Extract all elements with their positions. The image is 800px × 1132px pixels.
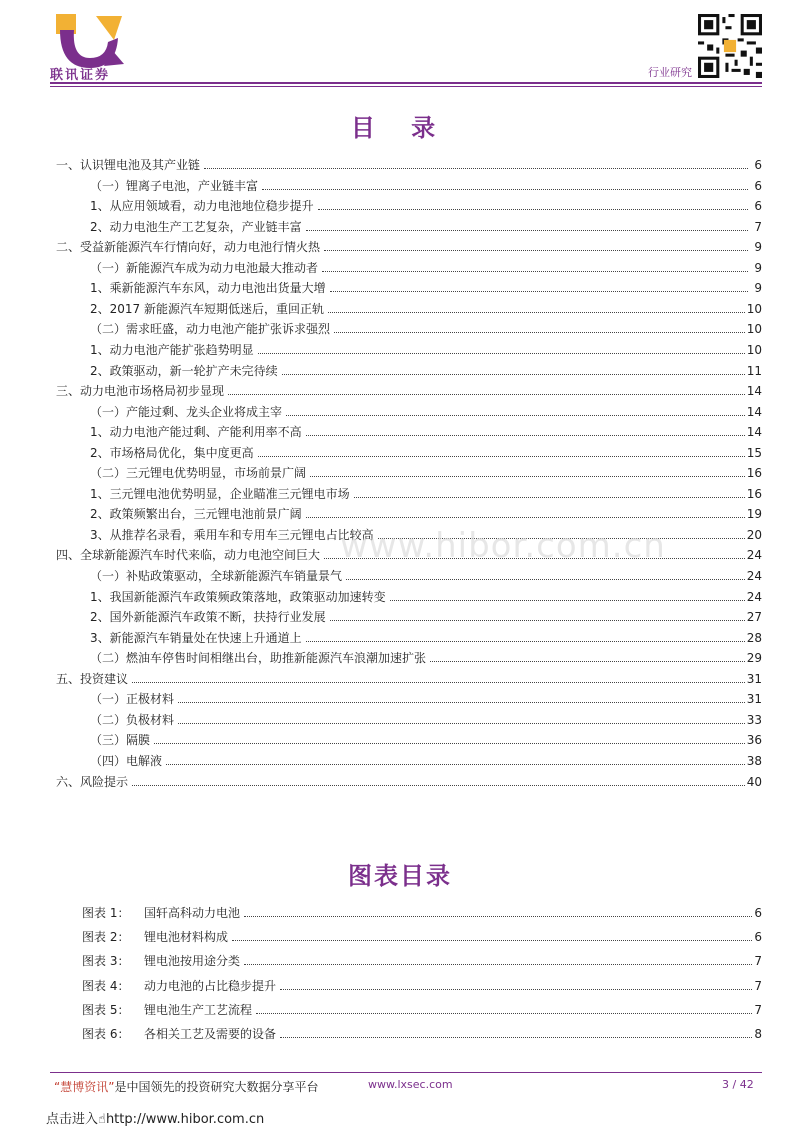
header-rule (50, 82, 762, 84)
toc-entry-label: （二）三元锂电优势明显，市场前景广阔 (90, 466, 307, 481)
toc-entry-page: 10 (746, 322, 762, 337)
toc-entry-label: 1、动力电池产能扩张趋势明显 (90, 342, 254, 357)
dot-leader (262, 188, 748, 190)
page-number: 3 / 42 (722, 1078, 754, 1091)
toc-entry-label: 3、新能源汽车销量处在快速上升通道上 (90, 630, 302, 645)
toc-entry-page: 10 (746, 301, 762, 316)
figure-entry-page: 7 (754, 1002, 762, 1017)
footer-site-link[interactable]: www.lxsec.com (368, 1078, 453, 1091)
dot-leader (228, 393, 745, 395)
toc-entry-page: 16 (746, 486, 762, 501)
toc-entry-page: 31 (746, 692, 762, 707)
figure-entry[interactable] (82, 1025, 762, 1043)
toc-entry-page: 11 (746, 363, 762, 378)
figure-entry[interactable] (82, 904, 762, 922)
qr-code-icon (698, 14, 762, 78)
header-rule-thin (50, 86, 762, 87)
pointer-hand-icon: ☝ (98, 1112, 106, 1127)
toc-entry-label: 1、我国新能源汽车政策频政策落地，政策驱动加速转变 (90, 589, 386, 604)
toc-entry-page: 16 (746, 466, 762, 481)
toc-entry-page: 36 (746, 733, 762, 748)
toc-entry-label: 2、动力电池生产工艺复杂，产业链丰富 (90, 219, 302, 234)
toc-entry[interactable] (90, 690, 762, 708)
toc-entry-page: 6 (754, 199, 762, 214)
dot-leader (204, 167, 748, 169)
figure-entry-label: 国轩高科动力电池 (144, 906, 241, 920)
toc-entry[interactable] (90, 341, 762, 359)
toc-entry-page: 14 (746, 384, 762, 399)
dot-leader (354, 496, 745, 498)
toc-entry[interactable] (90, 218, 762, 236)
toc-entry-label: 一、认识锂电池及其产业链 (56, 158, 201, 172)
dot-leader (310, 475, 745, 477)
dot-leader (258, 352, 745, 354)
dot-leader (166, 763, 745, 765)
figure-entry-label: 锂电池生产工艺流程 (144, 1002, 253, 1017)
toc-entry-label: 2、政策驱动，新一轮扩产未完待续 (90, 363, 278, 378)
figure-entry[interactable] (82, 928, 762, 946)
figure-entry-number: 图表 6： (82, 1027, 130, 1041)
toc-entry[interactable] (90, 485, 762, 503)
figure-entry-number: 图表 5： (82, 1002, 130, 1017)
toc-entry-page: 9 (754, 260, 762, 275)
toc-entry-label: （一）新能源汽车成为动力电池最大推动者 (90, 260, 319, 275)
toc-entry[interactable] (90, 567, 762, 585)
toc-entry[interactable] (90, 588, 762, 606)
dot-leader (334, 331, 745, 333)
toc-entry-page: 29 (746, 651, 762, 666)
toc-entry-label: （一）产能过剩、龙头企业将成主宰 (90, 404, 283, 419)
toc-entry[interactable] (56, 382, 762, 400)
dot-leader (330, 619, 745, 621)
report-type-tag: 行业研究 (648, 66, 692, 79)
toc-entry[interactable] (90, 444, 762, 462)
toc-entry-label: 3、从推荐名录看，乘用车和专用车三元锂电占比较高 (90, 527, 374, 542)
toc-entry-label: 2、市场格局优化，集中度更高 (90, 445, 254, 460)
toc-entry-label: 1、三元锂电池优势明显，企业瞄准三元锂电市场 (90, 486, 350, 501)
dot-leader (324, 249, 748, 251)
toc-entry-label: 二、受益新能源汽车行情向好，动力电池行情火热 (56, 240, 321, 255)
dot-leader (178, 701, 745, 703)
toc-entry-label: 1、从应用领域看，动力电池地位稳步提升 (90, 199, 314, 214)
figure-entry-page: 8 (754, 1027, 762, 1041)
dot-leader (328, 311, 745, 313)
dot-leader (282, 373, 745, 375)
figure-entry-label: 各相关工艺及需要的设备 (144, 1027, 277, 1041)
dot-leader (286, 414, 745, 416)
dot-leader (306, 640, 745, 642)
toc-entry-label: 1、乘新能源汽车东风，动力电池出货量大增 (90, 281, 326, 296)
figure-entry[interactable] (82, 952, 762, 970)
dot-leader (232, 939, 752, 941)
toc-entry[interactable] (56, 156, 762, 174)
toc-entry-page: 33 (746, 712, 762, 727)
figure-entry-number: 图表 2： (82, 930, 130, 945)
toc-entry-page: 27 (746, 610, 762, 625)
toc-entry-page: 6 (754, 178, 762, 193)
toc-entry-page: 6 (754, 158, 762, 172)
toc-entry[interactable] (90, 731, 762, 749)
figure-entry[interactable] (82, 977, 762, 995)
figure-entry-page: 6 (754, 906, 762, 920)
toc-entry-label: （一）补贴政策驱动，全球新能源汽车销量景气 (90, 569, 343, 583)
toc-entry-label: 四、全球新能源汽车时代来临，动力电池空间巨大 (56, 548, 321, 563)
toc-entry-label: 三、动力电池市场格局初步显现 (56, 384, 225, 399)
toc-entry[interactable] (90, 649, 762, 667)
toc-entry-page: 40 (746, 774, 762, 789)
toc-entry-page: 24 (746, 548, 762, 563)
dot-leader (430, 660, 745, 662)
toc-entry-label: 2、2017 新能源汽车短期低迷后，重回正轨 (90, 301, 324, 316)
toc-entry-page: 38 (746, 753, 762, 768)
figure-entry[interactable] (82, 1001, 762, 1019)
toc-entry-page: 20 (746, 527, 762, 542)
toc-entry[interactable] (90, 362, 762, 380)
dot-leader (280, 988, 752, 990)
toc-entry-page: 31 (746, 671, 762, 686)
figure-list-title: 图表目录 (348, 862, 452, 890)
toc-entry[interactable] (90, 197, 762, 215)
toc-entry-label: （四）电解液 (90, 753, 163, 768)
toc-entry[interactable] (90, 464, 762, 482)
toc-entry-label: （三）隔膜 (90, 733, 151, 748)
toc-entry-page: 19 (746, 507, 762, 522)
dot-leader (306, 516, 745, 518)
toc-entry-label: 2、政策频繁出台，三元锂电池前景广阔 (90, 507, 302, 522)
toc-entry-page: 9 (754, 240, 762, 255)
dot-leader (258, 455, 745, 457)
toc-entry[interactable] (90, 423, 762, 441)
toc-entry-label: （二）负极材料 (90, 712, 175, 727)
dot-leader (244, 963, 752, 965)
toc-entry[interactable] (56, 773, 762, 791)
toc-entry[interactable] (90, 711, 762, 729)
figure-entry-label: 锂电池按用途分类 (144, 954, 241, 969)
dot-leader (256, 1012, 752, 1014)
toc-entry-label: 六、风险提示 (56, 774, 129, 789)
toc-entry-page: 24 (746, 589, 762, 604)
toc-entry[interactable] (90, 505, 762, 523)
figure-entry-number: 图表 3： (82, 954, 130, 969)
toc-entry[interactable] (56, 238, 762, 256)
dot-leader (346, 578, 745, 580)
toc-entry-label: （二）需求旺盛，动力电池产能扩张诉求强烈 (90, 322, 331, 337)
toc-entry-label: （二）燃油车停售时间相继出台，助推新能源汽车浪潮加速扩张 (90, 651, 427, 666)
toc-entry-page: 14 (746, 404, 762, 419)
toc-entry[interactable] (90, 752, 762, 770)
toc-title: 目 录 (350, 114, 450, 142)
toc-entry-page: 14 (746, 425, 762, 440)
dot-leader (132, 681, 745, 683)
footer-slogan (54, 1078, 318, 1095)
footer-brand: “慧博资讯” (54, 1080, 115, 1094)
figure-entry-page: 6 (754, 930, 762, 945)
toc-entry-page: 10 (746, 342, 762, 357)
toc-entry-label: （一）正极材料 (90, 692, 175, 707)
dot-leader (318, 208, 748, 210)
footer-rule (50, 1072, 762, 1073)
logo-text: 联讯证券 (50, 68, 111, 83)
toc-entry-page: 15 (746, 445, 762, 460)
dot-leader (154, 742, 745, 744)
toc-entry-page: 9 (754, 281, 762, 296)
footer-link-prefix: 点击进入 (46, 1112, 99, 1127)
watermark: www.hibor.com.cn (340, 526, 666, 566)
dot-leader (390, 599, 745, 601)
toc-entry[interactable] (90, 608, 762, 626)
toc-entry-label: （一）锂离子电池，产业链丰富 (90, 178, 259, 193)
toc-entry[interactable] (90, 320, 762, 338)
dot-leader (322, 270, 748, 272)
toc-entry[interactable] (56, 670, 762, 688)
dot-leader (178, 722, 745, 724)
toc-entry[interactable] (90, 300, 762, 318)
toc-entry[interactable] (90, 177, 762, 195)
figure-entry-number: 图表 4： (82, 978, 130, 993)
toc-entry[interactable] (90, 629, 762, 647)
figure-entry-page: 7 (754, 954, 762, 969)
toc-entry[interactable] (90, 259, 762, 277)
toc-entry-label: 五、投资建议 (56, 671, 129, 686)
dot-leader (244, 915, 752, 917)
footer-hibor-link[interactable] (46, 1108, 264, 1127)
dot-leader (306, 434, 745, 436)
toc-entry[interactable] (90, 279, 762, 297)
toc-entry[interactable] (90, 403, 762, 421)
toc-entry-page: 28 (746, 630, 762, 645)
toc-entry-page: 24 (746, 569, 762, 583)
figure-entry-page: 7 (754, 978, 762, 993)
toc-entry-label: 2、国外新能源汽车政策不断，扶持行业发展 (90, 610, 326, 625)
toc-entry-label: 1、动力电池产能过剩、产能利用率不高 (90, 425, 302, 440)
dot-leader (280, 1036, 752, 1038)
dot-leader (132, 784, 745, 786)
figure-entry-number: 图表 1： (82, 906, 130, 920)
dot-leader (330, 290, 748, 292)
footer-link-url[interactable]: http://www.hibor.com.cn (105, 1112, 265, 1127)
footer-slogan-text: 是中国领先的投资研究大数据分享平台 (114, 1080, 319, 1094)
toc-entry-page: 7 (754, 219, 762, 234)
figure-entry-label: 锂电池材料构成 (144, 930, 229, 945)
figure-entry-label: 动力电池的占比稳步提升 (144, 978, 277, 993)
dot-leader (306, 229, 748, 231)
